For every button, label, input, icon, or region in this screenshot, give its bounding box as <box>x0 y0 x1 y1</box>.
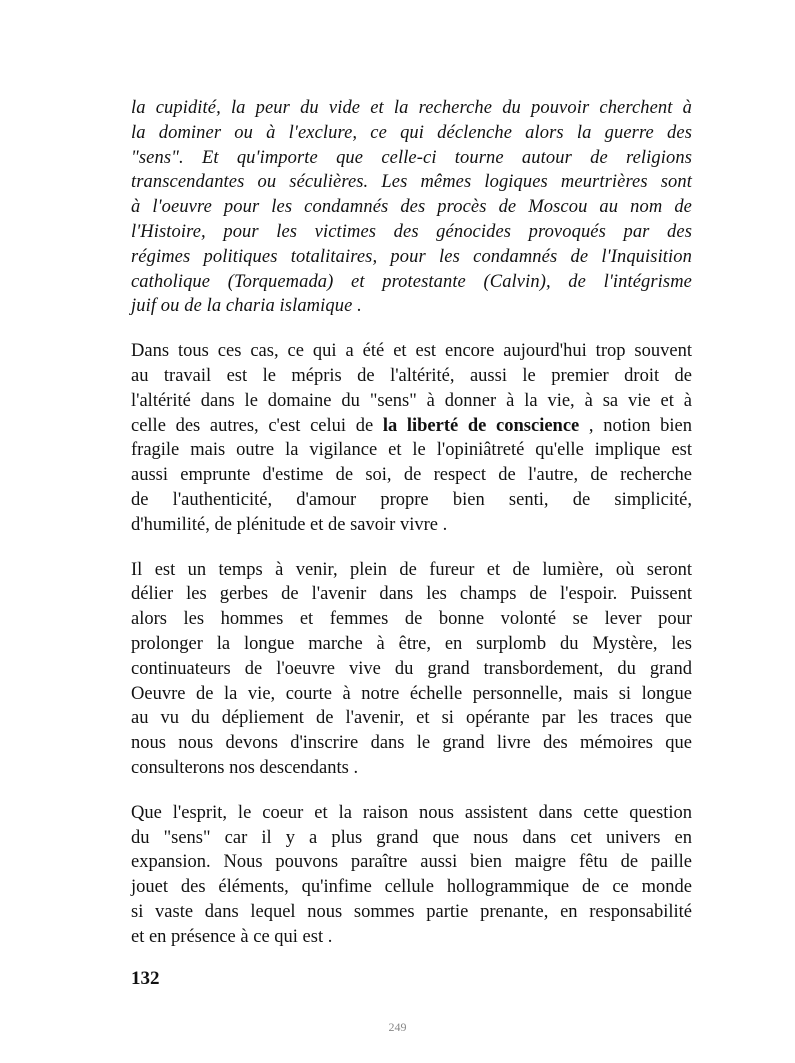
printed-page-number: 132 <box>131 968 160 989</box>
text-line: Que l'esprit, le coeur et la raison nous assistent dans cette question <box>131 802 692 823</box>
text-line: et en présence à ce qui est . <box>131 926 333 947</box>
text-line: la cupidité, la peur du vide et la recherche du pouvoir cherchent à <box>131 98 692 118</box>
text-line: de l'authenticité, d'amour propre bien senti, de simplicité, <box>131 489 692 510</box>
text-segment: celle des autres, c'est celui de <box>131 415 383 436</box>
text-line-with-emphasis <box>131 414 692 439</box>
text-line: fragile mais outre la vigilance et le l'opiniâtreté qu'elle implique est <box>131 440 692 461</box>
text-line: consulterons nos descendants . <box>131 757 359 778</box>
text-line: alors les hommes et femmes de bonne volonté se lever pour <box>131 609 692 630</box>
text-line: si vaste dans lequel nous sommes partie prenante, en responsabilité <box>131 901 692 922</box>
paragraph-3 <box>131 558 692 781</box>
text-line: expansion. Nous pouvons paraître aussi bien maigre fêtu de paille <box>131 852 692 873</box>
text-line: "sens". Et qu'importe que celle-ci tourne autour de religions <box>131 147 692 168</box>
text-line: jouet des éléments, qu'infime cellule hollogrammique de ce monde <box>131 877 692 898</box>
pdf-page-number: 249 <box>388 1020 407 1034</box>
text-line: prolonger la longue marche à être, en surplomb du Mystère, les <box>131 633 692 654</box>
text-line: régimes politiques totalitaires, pour les condamnés de l'Inquisition <box>131 246 692 267</box>
emphasized-phrase: la liberté de conscience <box>382 415 580 436</box>
text-segment: , notion bien <box>579 415 692 436</box>
text-line: Oeuvre de la vie, courte à notre échelle personnelle, mais si longue <box>131 683 692 704</box>
page-body <box>131 96 692 950</box>
text-line: l'Histoire, pour les victimes des génocides provoqués par des <box>131 221 692 242</box>
text-line: aussi emprunte d'estime de soi, de respect de l'autre, de recherche <box>131 465 692 486</box>
text-line: au vu du dépliement de l'avenir, et si opérante par les traces que <box>131 708 692 729</box>
text-line: catholique (Torquemada) et protestante (Calvin), de l'intégrisme <box>131 271 692 292</box>
paragraph-2 <box>131 339 692 537</box>
text-line: Il est un temps à venir, plein de fureur et de lumière, où seront <box>131 559 692 580</box>
text-line: continuateurs de l'oeuvre vive du grand transbordement, du grand <box>131 658 692 679</box>
text-line: à l'oeuvre pour les condamnés des procès de Moscou au nom de <box>131 197 692 218</box>
text-line: la dominer ou à l'exclure, ce qui déclenche alors la guerre des <box>131 122 692 143</box>
text-line: du "sens" car il y a plus grand que nous dans cet univers en <box>131 827 692 848</box>
text-line: délier les gerbes de l'avenir dans les champs de l'espoir. Puissent <box>131 584 692 605</box>
text-line: juif ou de la charia islamique . <box>131 296 362 317</box>
text-line: transcendantes ou séculières. Les mêmes logiques meurtrières sont <box>131 172 692 193</box>
text-line: l'altérité dans le domaine du "sens" à donner à la vie, à sa vie et à <box>131 390 692 411</box>
text-line: nous nous devons d'inscrire dans le grand livre des mémoires que <box>131 733 692 754</box>
paragraph-1-italic <box>131 96 692 319</box>
text-line: Dans tous ces cas, ce qui a été et est encore aujourd'hui trop souvent <box>131 341 692 362</box>
text-line: d'humilité, de plénitude et de savoir vivre . <box>131 514 448 535</box>
text-line: au travail est le mépris de l'altérité, aussi le premier droit de <box>131 365 692 386</box>
paragraph-4 <box>131 801 692 950</box>
